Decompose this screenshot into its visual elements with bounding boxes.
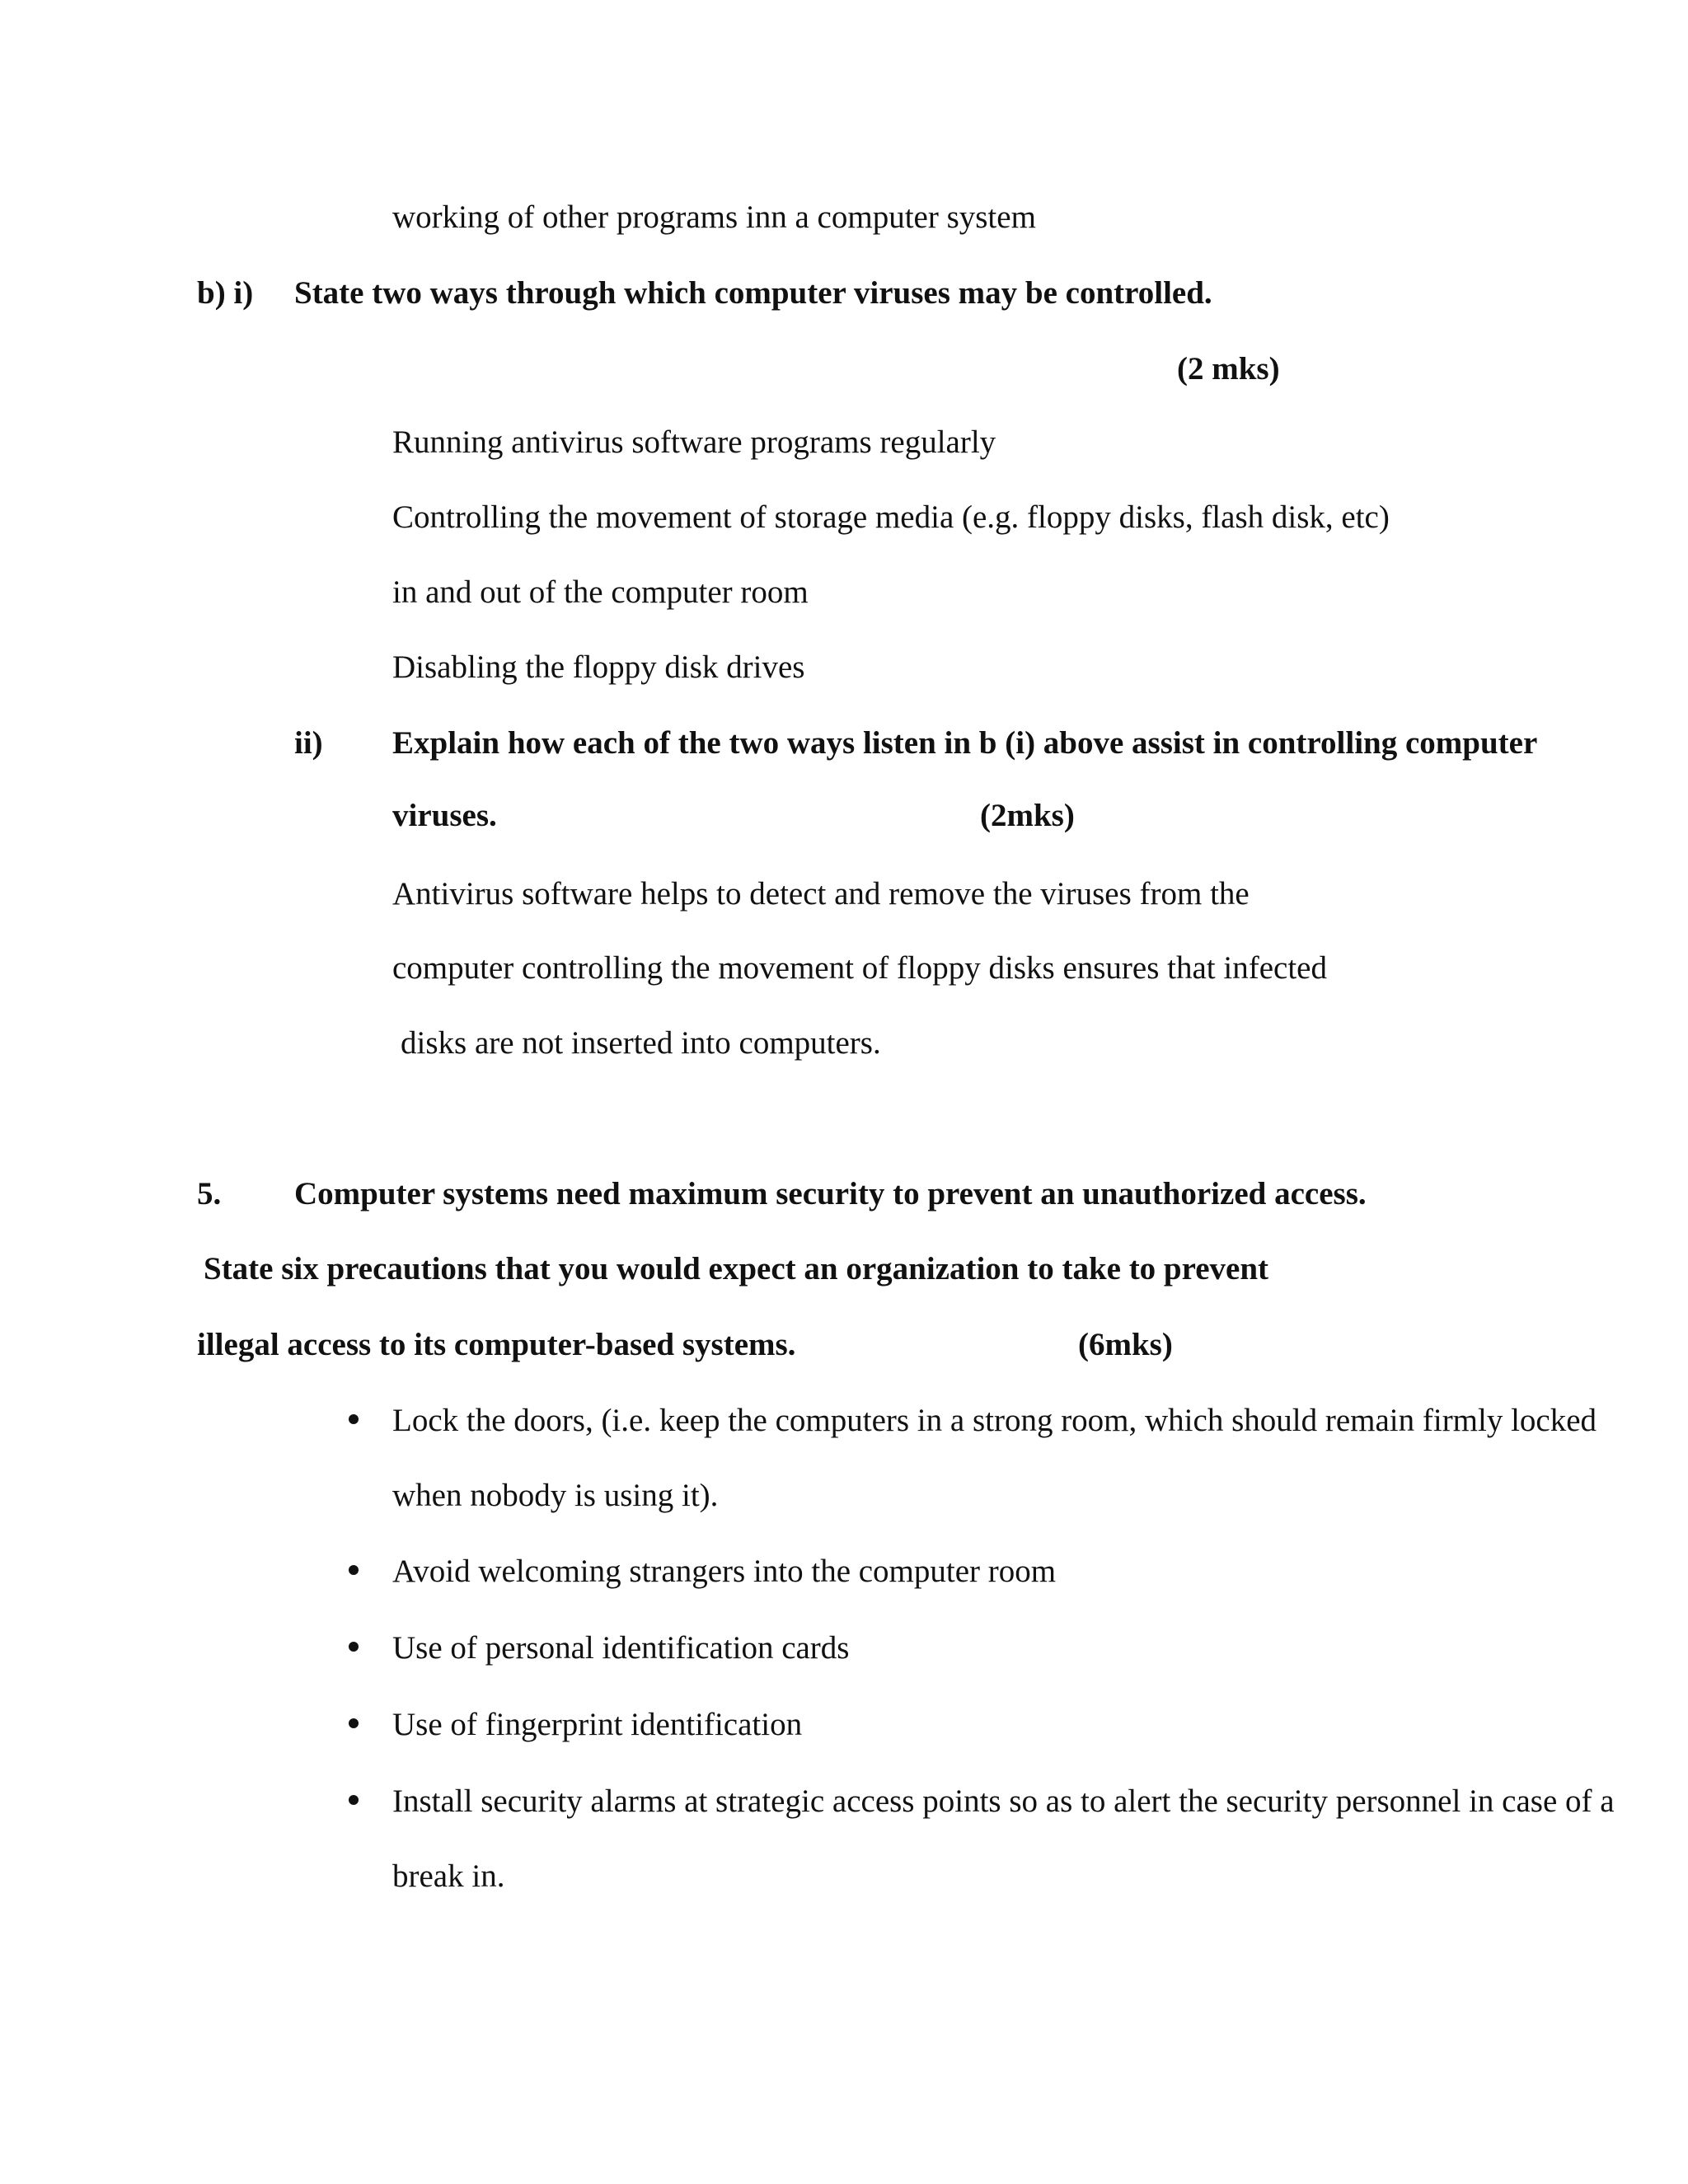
bullet-icon [349, 1414, 359, 1424]
question-b-ii-text-line2: viruses. [392, 798, 497, 833]
bullet-icon [349, 1565, 359, 1575]
question-b-ii-marks: (2mks) [980, 798, 1075, 833]
question-b-i-label: b) i) [197, 275, 254, 311]
bullet-icon [349, 1718, 359, 1728]
question-5-line1: Computer systems need maximum security to prevent an unauthorized access. [294, 1176, 1367, 1212]
continuation-line: working of other programs inn a computer system [392, 199, 1036, 235]
answer-b-i-3: in and out of the computer room [392, 574, 809, 610]
question-b-i-text: State two ways through which computer viruses may be controlled. [294, 275, 1212, 311]
answer-b-ii-1: Antivirus software helps to detect and remove the viruses from the [392, 876, 1250, 912]
question-b-i-marks: (2 mks) [1177, 351, 1280, 387]
answer-b-ii-3: disks are not inserted into computers. [401, 1025, 881, 1061]
question-5-number: 5. [197, 1176, 222, 1212]
answer-b-i-4: Disabling the floppy disk drives [392, 649, 805, 685]
question-b-ii-label: ii) [294, 725, 323, 761]
question-5-marks: (6mks) [1078, 1327, 1173, 1362]
bullet-icon [349, 1642, 359, 1652]
bullet-icon [349, 1795, 359, 1805]
answer-b-ii-2: computer controlling the movement of floppy disks ensures that infected [392, 950, 1327, 986]
bullet-4-line1: Use of fingerprint identification [392, 1707, 803, 1742]
answer-b-i-2: Controlling the movement of storage media (e.g. floppy disks, flash disk, etc) [392, 499, 1390, 535]
bullet-1-line2: when nobody is using it). [392, 1478, 719, 1513]
question-5-line3: illegal access to its computer-based systems. [197, 1327, 796, 1362]
bullet-1-line1: Lock the doors, (i.e. keep the computers in a strong room, which should remain firmly locked [392, 1403, 1597, 1438]
question-b-ii-text-line1: Explain how each of the two ways listen in b (i) above assist in controlling computer [392, 725, 1538, 761]
question-5-line2: State six precautions that you would expect an organization to take to prevent [204, 1251, 1269, 1286]
bullet-2-line1: Avoid welcoming strangers into the computer room [392, 1554, 1057, 1589]
bullet-3-line1: Use of personal identification cards [392, 1630, 850, 1666]
bullet-5-line2: break in. [392, 1858, 505, 1894]
bullet-5-line1: Install security alarms at strategic access points so as to alert the security personnel in case of a [392, 1783, 1615, 1819]
answer-b-i-1: Running antivirus software programs regularly [392, 424, 996, 460]
